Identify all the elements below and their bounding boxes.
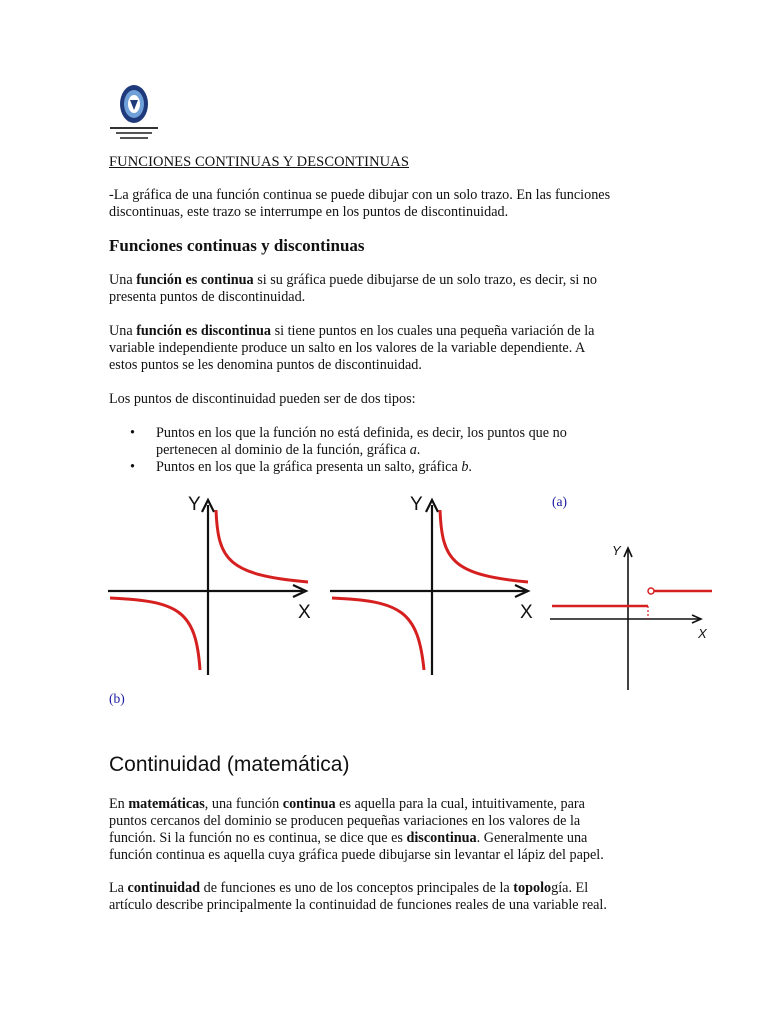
paragraph-discontinua: Una función es discontinua si tiene puntos en los cuales una pequeña variación de la variable independiente produce un salto en los valores de la variable dependiente. A estos puntos se les denomina puntos de discontinuidad.: [109, 323, 595, 373]
graph-hyperbola-2: [330, 490, 544, 680]
paragraph-continua: Una función es continua si su gráfica puede dibujarse de un solo trazo, es decir, si no presenta puntos de discontinuidad.: [109, 272, 598, 305]
paragraph-topologia: La continuidad de funciones es uno de los conceptos principales de la topología. El artículo describe principalmente la continuidad de funciones reales de una variable real.: [109, 880, 607, 913]
intro-paragraph: -La gráfica de una función continua se puede dibujar con un solo trazo. En las funciones discontinuas, este trazo se interrumpe en los puntos de discontinuidad.: [109, 187, 611, 220]
document-title: FUNCIONES CONTINUAS Y DESCONTINUAS: [109, 154, 409, 170]
open-point: [648, 588, 654, 594]
list-item: • Puntos en los que la función no está definida, es decir, los puntos que no pertenecen al dominio de la función, gráfica a.: [130, 425, 567, 458]
x-label: X: [298, 602, 311, 623]
school-logo: [108, 82, 160, 154]
y-label: Y: [188, 494, 201, 515]
x-label: X: [520, 602, 533, 623]
caption-a: (a): [552, 494, 567, 509]
curve-right-branch: [440, 510, 528, 582]
bullet-list: [130, 425, 650, 476]
paragraph-tipos: Los puntos de discontinuidad pueden ser de dos tipos:: [109, 391, 416, 407]
graph-hyperbola-1: [108, 490, 322, 680]
y-label: Y: [612, 543, 621, 558]
section-title-continuidad: Continuidad (matemática): [109, 753, 350, 776]
y-label: Y: [410, 494, 423, 515]
section-title-continuas: Funciones continuas y discontinuas: [109, 236, 365, 255]
curve-left-branch: [332, 598, 424, 670]
curve-right-branch: [216, 510, 308, 582]
curve-left-branch: [110, 598, 200, 670]
x-label: X: [698, 626, 707, 641]
list-item: • Puntos en los que la gráfica presenta un salto, gráfica b.: [130, 459, 472, 475]
graph-step-function: [550, 530, 712, 690]
caption-b: (b): [109, 691, 125, 706]
paragraph-continuidad: En matemáticas, una función continua es aquella para la cual, intuitivamente, para puntos cercanos del dominio se producen pequeñas variaciones en los valores de la función. Si la función no es continua, se dice que es discontinua. Generalmente una función continua es aquella cuya gráfica puede dibujarse sin levantar el lápiz del papel.: [109, 796, 604, 863]
